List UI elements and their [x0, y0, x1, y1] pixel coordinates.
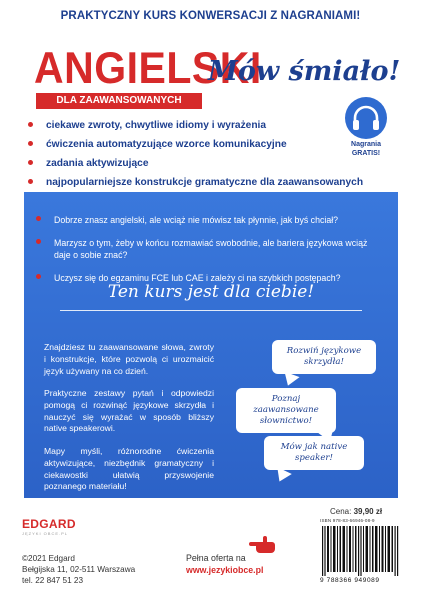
- bullet-dot-icon: [28, 141, 33, 146]
- offer-block: [186, 552, 263, 576]
- hero-headline: Ten kurs jest dla ciebie!: [107, 282, 315, 302]
- badge-line1: Nagrania: [351, 141, 381, 148]
- headphones-icon: [344, 96, 388, 140]
- question-item: Uczysz się do egzaminu FCE lub CAE i zależy ci na szybkich postępach?: [44, 272, 384, 284]
- bullet-dot-icon: [28, 160, 33, 165]
- address-text: Bełgijska 11, 02-511 Warszawa: [22, 565, 136, 574]
- audio-badge: [340, 96, 392, 160]
- bullet-dot-icon: [36, 239, 41, 244]
- badge-line2: GRATIS!: [351, 150, 381, 157]
- speech-bubble: Rozwiń językowe skrzydła!: [272, 340, 376, 374]
- bullet-dot-icon: [28, 179, 33, 184]
- speech-bubble: Mów jak native speaker!: [264, 436, 364, 470]
- publisher-name: EDGARD: [22, 517, 76, 531]
- question-item: Dobrze znasz angielski, ale wciąż nie mówisz tak płynnie, jak byś chciał?: [44, 214, 384, 226]
- feature-item: zadania aktywizujące: [38, 156, 363, 175]
- publisher-logo: [22, 517, 76, 536]
- question-list: [44, 214, 384, 284]
- barcode-number: 9 788366 949089: [320, 577, 380, 584]
- hero-underline: [60, 310, 362, 311]
- bullet-dot-icon: [28, 122, 33, 127]
- feature-item: najpopularniejsze konstrukcje gramatyczne dla zaawansowanych: [38, 175, 363, 194]
- book-title: ANGIELSKI: [34, 42, 262, 93]
- feature-item: ćwiczenia automatyzujące wzorce komunikacyjne: [38, 137, 363, 156]
- question-item: Marzysz o tym, żeby w końcu rozmawiać swobodnie, ale bariera językowa wciąż daje o sobie znać?: [44, 237, 384, 261]
- barcode: [322, 526, 400, 576]
- description-paragraph: Praktyczne zestawy pytań i odpowiedzi pomogą ci rozwinąć językowe skrzydła i nauczyć się wyrażać w sposób bliższy native speakerowi.: [44, 388, 214, 434]
- copyright-text: ©2021 Edgard: [22, 554, 75, 563]
- price-label: Cena:: [330, 507, 352, 516]
- publisher-subtitle: JĘZYKI OBCE.PL: [22, 531, 69, 536]
- website-link[interactable]: www.jezykiobce.pl: [186, 565, 264, 575]
- price-tag: [330, 507, 382, 516]
- offer-label: Pełna oferta na: [186, 553, 246, 563]
- publisher-info: [22, 553, 135, 586]
- pointing-hand-icon: [248, 528, 278, 554]
- info-panel: [24, 192, 398, 498]
- feature-item: ciekawe zwroty, chwytliwe idiomy i wyrażenia: [38, 118, 363, 137]
- tagline: PRAKTYCZNY KURS KONWERSACJI Z NAGRANIAMI!: [60, 10, 361, 22]
- subtitle-banner: DLA ZAAWANSOWANYCH: [36, 93, 202, 109]
- description-paragraph: Mapy myśli, różnorodne ćwiczenia aktywizujące, niezbędnik gramatyczny i ciekawostki ułatwią przyswojenie poznanego materiału!: [44, 446, 214, 492]
- description-paragraph: Znajdziesz tu zaawansowane słowa, zwroty i konstrukcje, które pozwolą ci urozmaicić język używany na co dzień.: [44, 342, 214, 376]
- isbn-text: ISBN 978-83-66946-08-9: [320, 518, 375, 523]
- bullet-dot-icon: [36, 216, 41, 221]
- speech-bubble-tail: [280, 372, 299, 389]
- feature-list: [38, 118, 363, 194]
- script-title: Mów śmiało!: [208, 56, 401, 87]
- price-value: 39,90 zł: [353, 507, 383, 516]
- bullet-dot-icon: [36, 274, 41, 279]
- speech-bubble: Poznaj zaawansowane słownictwo!: [236, 388, 336, 433]
- phone-text: tel. 22 847 51 23: [22, 576, 84, 585]
